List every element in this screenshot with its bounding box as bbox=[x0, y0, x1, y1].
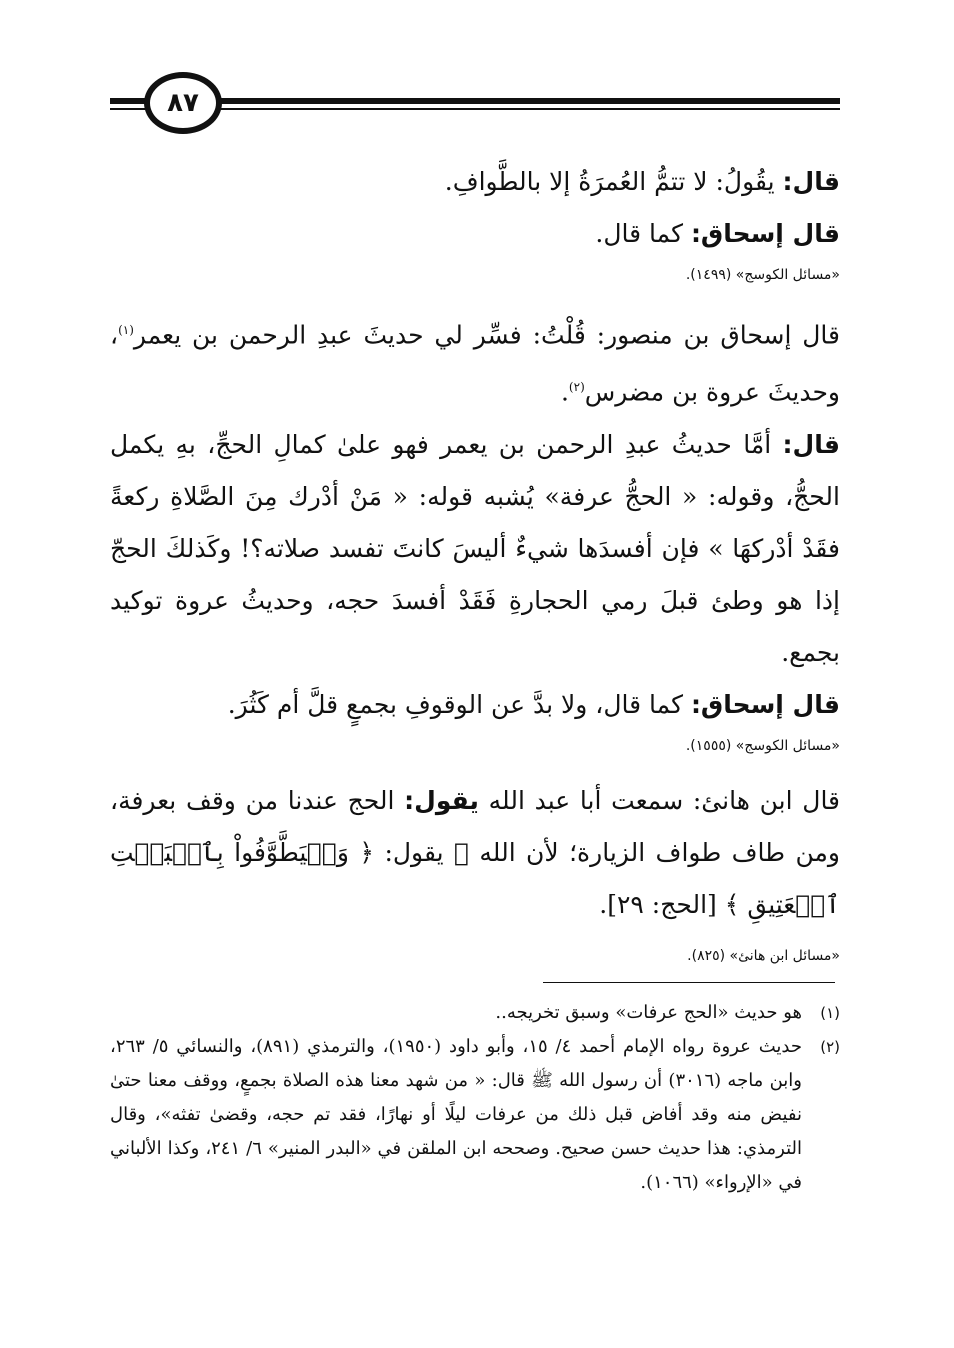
paragraph-text: الحج عندنا من وقف بعرفة، ومن طاف طواف الزيارة؛ لأن الله ﷻ يقول: ﴿ وَلۡيَطَّوَّفُواْ بِٱلۡبَيۡتِ ٱلۡعَتِيقِ ﴾ [الحج: ٢٩]. bbox=[110, 785, 840, 919]
source-citation: «مسائل ابن هانئ» (٨٢٥). bbox=[687, 947, 840, 964]
footnote-number: (١) bbox=[820, 1004, 840, 1022]
footnotes bbox=[110, 996, 840, 1200]
paragraph-text: قال إسحاق بن منصور: قُلْتُ: فسِّر لي حديثَ عبدِ الرحمن بن bbox=[192, 320, 840, 350]
page-header bbox=[110, 70, 840, 140]
source-citation: «مسائل الكوسج» (١٥٥٥). bbox=[685, 737, 840, 754]
footnote-ref: (٢) bbox=[568, 380, 585, 395]
speaker-label: يقول: bbox=[404, 785, 479, 815]
page-number: ٨٧ bbox=[144, 72, 222, 134]
footnote-ref: (١) bbox=[118, 323, 134, 337]
footnote bbox=[110, 1030, 840, 1200]
footnote-number: (٢) bbox=[820, 1038, 840, 1056]
footnote bbox=[110, 996, 840, 1030]
paragraph-text: يعمر bbox=[133, 320, 182, 350]
paragraph-3 bbox=[110, 304, 840, 419]
header-rule-thick bbox=[215, 98, 840, 104]
paragraph-text: . bbox=[560, 377, 569, 407]
speaker-label: قال إسحاق: bbox=[690, 219, 840, 248]
paragraph-2 bbox=[110, 208, 840, 260]
footnote-text: حديث عروة رواه الإمام أحمد ٤/ ١٥، وأبو داود (١٩٥٠)، والترمذي (٨٩١)، والنسائي ٥/ ٢٦٣، وابن ماجه (٣٠١٦) أن رسول الله ﷺ قال: « من شهد معنا هذه الصلاة بجمعٍ، ووقف معنا حتىٰ نفيض منه وقد أفاض قبل ذلك من عرفات ليلًا أو نهارًا، فقد تم حجه، وقضىٰ تفثه»، وقال الترمذي: هذا حديث حسن صحيح. وصححه ابن الملقن في «البدر المنير» ٦/ ٢٤١، وكذا الألباني في «الإرواء» (١٠٦٦). bbox=[110, 1036, 802, 1193]
paragraph-5 bbox=[110, 679, 840, 731]
paragraph-text: أمَّا حديثُ عبدِ الرحمن بن يعمر فهو علىٰ كمالِ الحجِّ، بهِ يكمل الحجُّ، وقوله: « الحجُّ عرفة» يُشبه قوله: « مَنْ أدْرك مِنَ الصَّلاةِ ركعةً فقَدْ أدْركهَا » فإن أفسدَها شيءٌ أليسَ كانتَ تفسد صلاته؟! وكَذلكَ الحجّ إذا هو وطئ قبلَ رمي الحجارةِ فَقَدْ أفسدَ حجه، وحديثُ عروة توكيد بجمع. bbox=[110, 429, 840, 667]
footnote-text: هو حديث «الحج عرفات» وسبق تخريجه.. bbox=[495, 1002, 802, 1023]
paragraph-4 bbox=[110, 419, 840, 679]
paragraph-text: قال ابن هانئ: سمعت أبا عبد الله bbox=[488, 785, 841, 815]
paragraph-6 bbox=[110, 775, 840, 931]
paragraph-text: ، وحديثَ عروة بن مضرس bbox=[110, 320, 840, 407]
header-rule-thin bbox=[215, 108, 840, 110]
speaker-label: قال: bbox=[782, 429, 840, 459]
paragraph-text: كما قال. bbox=[595, 219, 683, 248]
speaker-label: قال إسحاق: bbox=[690, 689, 840, 719]
paragraph-text: كما قال، ولا بدَّ عن الوقوفِ بجمعٍ قلَّ أم كَثُرَ. bbox=[227, 689, 683, 719]
paragraph-text: يقُولُ: لا تتمُّ العُمرَةُ إلا بالطَّوافِ. bbox=[444, 167, 775, 196]
footnote-divider bbox=[543, 982, 835, 983]
main-text bbox=[110, 156, 840, 985]
speaker-label: قال: bbox=[782, 167, 840, 196]
source-citation: «مسائل الكوسج» (١٤٩٩). bbox=[685, 267, 840, 283]
paragraph-1 bbox=[110, 156, 840, 208]
